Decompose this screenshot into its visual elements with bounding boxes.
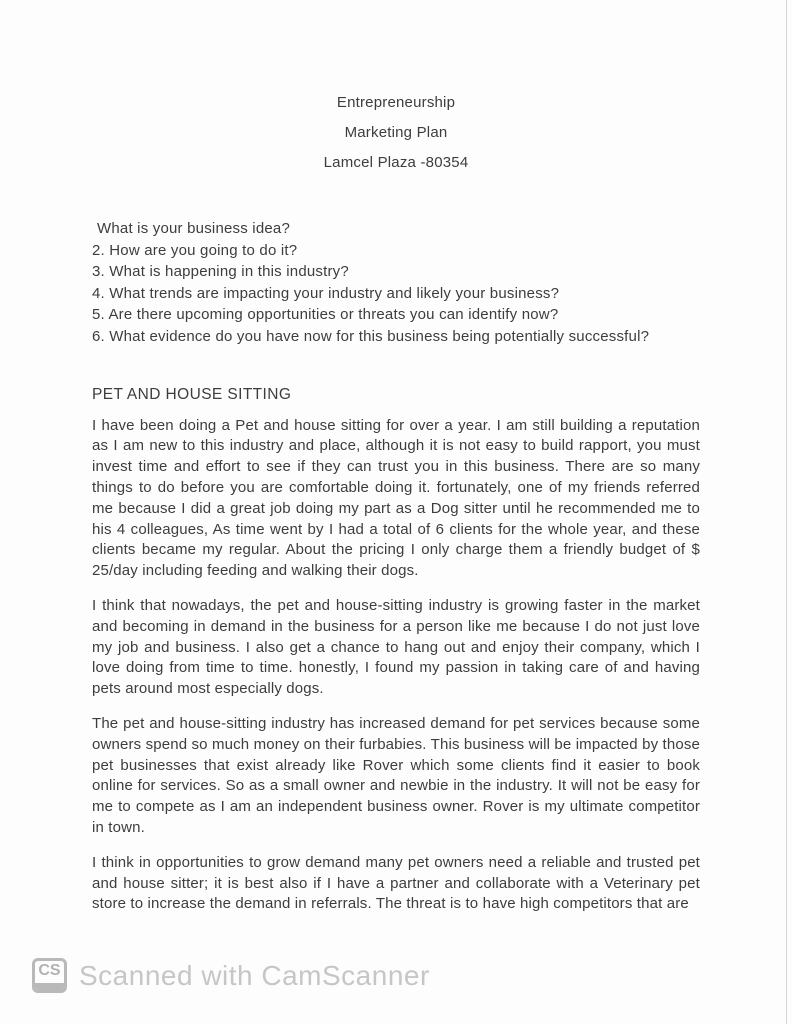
question-item-1: What is your business idea? (97, 220, 290, 237)
paragraph-4: I think in opportunities to grow demand many pet owners need a reliable and trusted pet and house sitter; it is best also if I have a partner and collaborate with a Veterinary pet store to increase the demand in referrals. The threat is to have high competitors that are (92, 853, 700, 913)
scan-page-edge-line (786, 0, 787, 1024)
camscanner-logo-initials: CS (38, 962, 61, 979)
paragraph-1: I have been doing a Pet and house sitting for over a year. I am still building a reputation as I am new to this industry and place, although it is not easy to build rapport, you must invest time and effort to see if they can trust you in this business. There are so many things to do before you are comfortable doing it. fortunately, one of my friends referred me because I did a great job doing my part as a Dog sitter until he recommended me to his 4 colleagues, As time went by I had a total of 6 clients for the whole year, and these clients became my regular. About the pricing I only charge them a friendly budget of $ 25/day including feeding and walking their dogs. (92, 416, 700, 580)
document-address-line: Lamcel Plaza -80354 (323, 154, 469, 171)
paragraph-3: The pet and house-sitting industry has increased demand for pet services because some owners spend so much money on their furbabies. This business will be impacted by those pet businesses that exist already like Rover which some clients find it easier to book online for services. So as a small owner and newbie in the industry. It will not be easy for me to compete as I am an independent business owner. Rover is my ultimate competitor in town. (92, 714, 700, 836)
section-heading: PET AND HOUSE SITTING (92, 385, 292, 403)
document-subtitle: Marketing Plan (344, 124, 448, 141)
document-title-block (92, 88, 700, 178)
document-body (92, 88, 700, 929)
camscanner-watermark (32, 958, 430, 993)
question-item-3: 3. What is happening in this industry? (92, 263, 349, 281)
questions-list (92, 218, 700, 348)
question-item-2: 2. How are you going to do it? (92, 241, 298, 259)
question-item-4: 4. What trends are impacting your industry and likely your business? (92, 284, 560, 302)
question-item-6: 6. What evidence do you have now for this business being potentially successful? (92, 327, 650, 345)
camscanner-logo-bar (35, 983, 64, 990)
question-item-5: 5. Are there upcoming opportunities or threats you can identify now? (92, 306, 559, 324)
document-title: Entrepreneurship (336, 94, 456, 111)
camscanner-logo-icon (32, 958, 67, 993)
watermark-text: Scanned with CamScanner (79, 959, 430, 991)
paragraph-2: I think that nowadays, the pet and house-sitting industry is growing faster in the market and becoming in demand in the business for a person like me because I do not just love my job and business. I also get a chance to hang out and enjoy their company, which I love doing from time to time. honestly, I found my passion in taking care of and having pets around most especially dogs. (92, 596, 700, 698)
